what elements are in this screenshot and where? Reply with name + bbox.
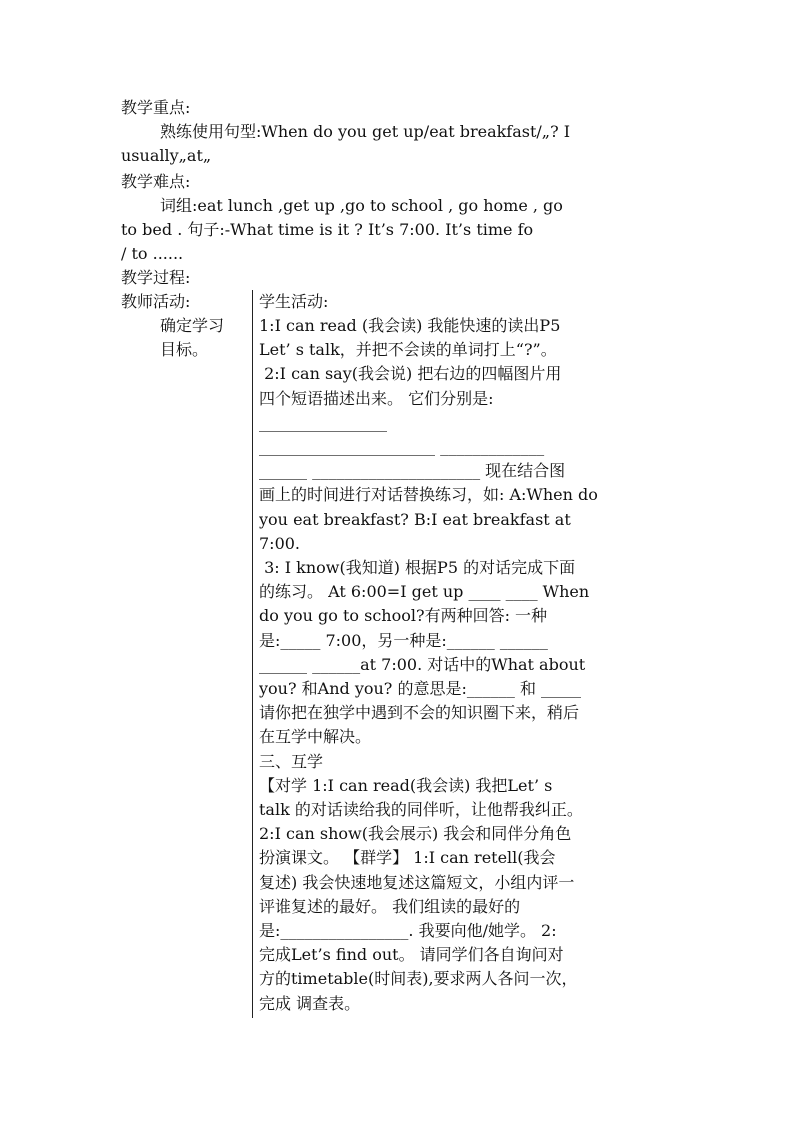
difficulty-line-2: to bed . 句子:-What time is it ? It’s 7:00. It’s time fo (121, 220, 534, 239)
student-activity-line: 评谁复述的最好。 我们组读的最好的 (259, 896, 521, 916)
teacher-activity-heading: 教师活动: (121, 292, 191, 311)
focus-line-1: 熟练使用句型:When do you get up/eat breakfast/„? I (160, 122, 571, 141)
student-activity-line: ________________ (259, 412, 387, 432)
student-activity-line: do you go to school?有两种回答: 一种 (259, 606, 548, 626)
student-activity-line: 扮演课文。 【群学】 1:I can retell(我会 (259, 848, 556, 868)
difficulty-heading: 教学难点: (121, 172, 191, 191)
student-activity-line: 2:I can say(我会说) 把右边的四幅图片用 (259, 364, 562, 384)
student-activity-line: ______ ______at 7:00. 对话中的What about (259, 654, 586, 674)
student-activity-line: 是:_____ 7:00，另一种是:______ ______ (259, 630, 548, 650)
student-activity-line: 【对学 1:I can read(我会读) 我把Let’ s (259, 775, 553, 795)
student-activity-line: 2:I can show(我会展示) 我会和同伴分角色 (259, 824, 572, 844)
student-activity-line: 方的timetable(时间表),要求两人各问一次， (259, 969, 578, 989)
teacher-activity-line: 确定学习 (160, 316, 225, 335)
student-activity-line: 三、互学 (259, 751, 324, 771)
student-activity-heading: 学生活动: (259, 292, 329, 311)
student-activity-line: 3: I know(我知道) 根据P5 的对话完成下面 (259, 558, 576, 577)
student-activity-line: ______________________ _____________ (259, 437, 545, 456)
focus-heading: 教学重点: (121, 98, 191, 117)
student-activity-line: 请你把在独学中遇到不会的知识圈下来，稍后 (259, 703, 580, 723)
student-activity-line: you? 和And you? 的意思是:______ 和 _____ (259, 679, 582, 698)
student-activity-line: 的练习。 At 6:00=I get up ____ ____ When (259, 582, 590, 602)
difficulty-line-1: 词组:eat lunch ,get up ,go to school , go home , go (160, 196, 563, 215)
student-activity-line: Let’ s talk，并把不会读的单词打上“?”。 (259, 340, 557, 360)
difficulty-line-3: / to ...... (121, 244, 184, 263)
student-activity-line: 1:I can read (我会读) 我能快速的读出P5 (259, 316, 561, 335)
student-activity-line: 四个短语描述出来。 它们分别是: (259, 388, 494, 408)
student-activity-line: 完成Let’s find out。 请同学们各自询问对 (259, 945, 564, 965)
student-activity-line: 在互学中解决。 (259, 727, 372, 747)
student-activity-line: 画上的时间进行对话替换练习，如: A:When do (259, 485, 598, 505)
student-activity-line: 是:________________. 我要向他/她学。 2: (259, 921, 557, 940)
column-divider (252, 290, 253, 1018)
student-activity-line: 完成 调查表。 (259, 993, 361, 1013)
teacher-activity-line: 目标。 (160, 340, 209, 359)
student-activity-line: 复述) 我会快速地复述这篇短文，小组内评一 (259, 872, 575, 892)
focus-line-2: usually„at„ (121, 146, 212, 165)
student-activity-line: ______ _____________________ 现在结合图 (259, 461, 566, 481)
process-heading: 教学过程: (121, 268, 191, 287)
student-activity-line: you eat breakfast? B:I eat breakfast at (259, 509, 571, 529)
student-activity-line: 7:00. (259, 533, 301, 553)
student-activity-line: talk 的对话读给我的同伴听，让他帮我纠正。 (259, 800, 583, 819)
